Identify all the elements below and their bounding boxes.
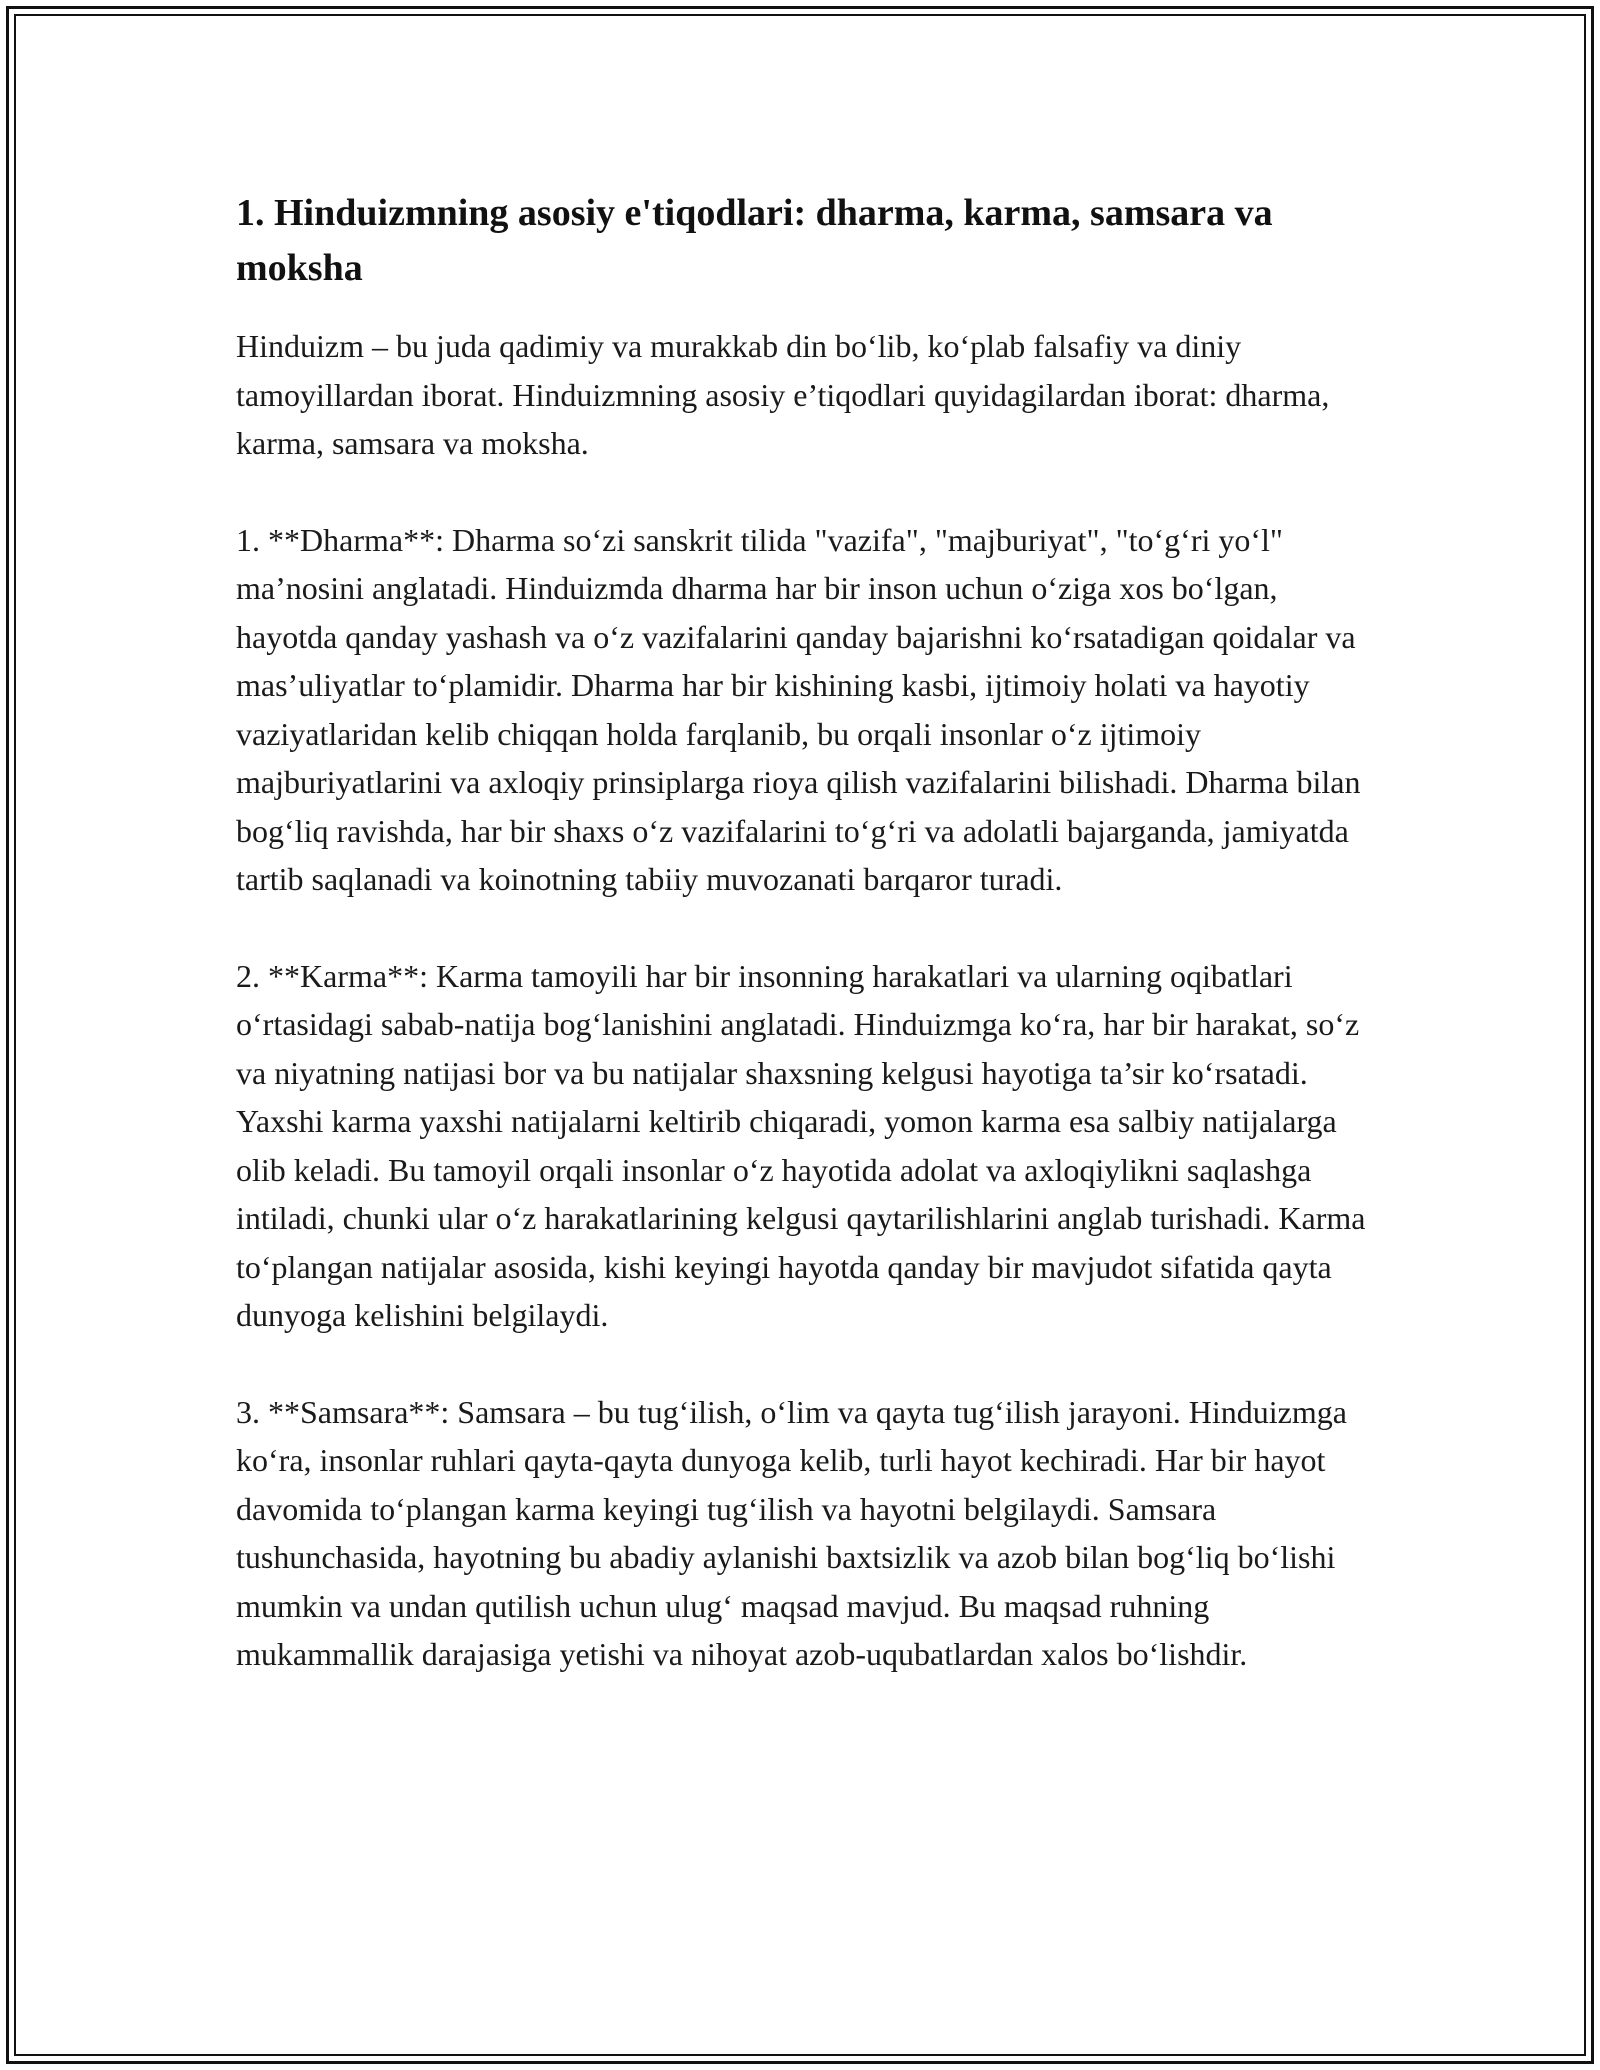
document-body: [236, 186, 1376, 1679]
intro-paragraph: Hinduizm – bu juda qadimiy va murakkab din bo‘lib, ko‘plab falsafiy va diniy tamoyillardan iborat. Hinduizmning asosiy e’tiqodlari quyidagilardan iborat: dharma, karma, samsara va moksha.: [236, 328, 1330, 461]
samsara-paragraph: 3. **Samsara**: Samsara – bu tug‘ilish, o‘lim va qayta tug‘ilish jarayoni. Hinduizmga ko‘ra, insonlar ruhlari qayta-qayta dunyoga kelib, turli hayot kechiradi. Har bir hayot davomida to‘plangan karma keyingi tug‘ilish va hayotni belgilaydi. Samsara tushunchasida, hayotning bu abadiy aylanishi baxtsizlik va azob bilan bog‘liq bo‘lishi mumkin va undan qutilish uchun ulug‘ maqsad mavjud. Bu maqsad ruhning mukammallik darajasiga yetishi va nihoyat azob-uqubatlardan xalos bo‘lishdir.: [236, 1393, 1347, 1672]
dharma-paragraph: 1. **Dharma**: Dharma so‘zi sanskrit tilida "vazifa", "majburiyat", "to‘g‘ri yo‘l" ma’nosini anglatadi. Hinduizmda dharma har bir inson uchun o‘ziga xos bo‘lgan, hayotda qanday yashash va o‘z vazifalarini qanday bajarishni ko‘rsatadigan qoidalar va mas’uliyatlar to‘plamidir. Dharma har bir kishining kasbi, ijtimoiy holati va hayotiy vaziyatlaridan kelib chiqqan holda farqlanib, bu orqali insonlar o‘z ijtimoiy majburiyatlarini va axloqiy prinsiplarga rioya qilish vazifalarini bilishadi. Dharma bilan bog‘liq ravishda, har bir shaxs o‘z vazifalarini to‘g‘ri va adolatli bajarganda, jamiyatda tartib saqlanadi va koinotning tabiiy muvozanati barqaror turadi.: [236, 521, 1361, 897]
karma-paragraph: 2. **Karma**: Karma tamoyili har bir insonning harakatlari va ularning oqibatlari o‘rtasidagi sabab-natija bog‘lanishini anglatadi. Hinduizmga ko‘ra, har bir harakat, so‘z va niyatning natijasi bor va bu natijalar shaxsning kelgusi hayotiga ta’sir ko‘rsatadi. Yaxshi karma yaxshi natijalarni keltirib chiqaradi, yomon karma esa salbiy natijalarga olib keladi. Bu tamoyil orqali insonlar o‘z hayotida adolat va axloqiylikni saqlashga intiladi, chunki ular o‘z harakatlarining kelgusi qaytarilishlarini anglab turishadi. Karma to‘plangan natijalar asosida, kishi keyingi hayotda qanday bir mavjudot sifatida qayta dunyoga kelishini belgilaydi.: [236, 957, 1366, 1333]
document-title: 1. Hinduizmning asosiy e'tiqodlari: dharma, karma, samsara va moksha: [236, 192, 1273, 289]
